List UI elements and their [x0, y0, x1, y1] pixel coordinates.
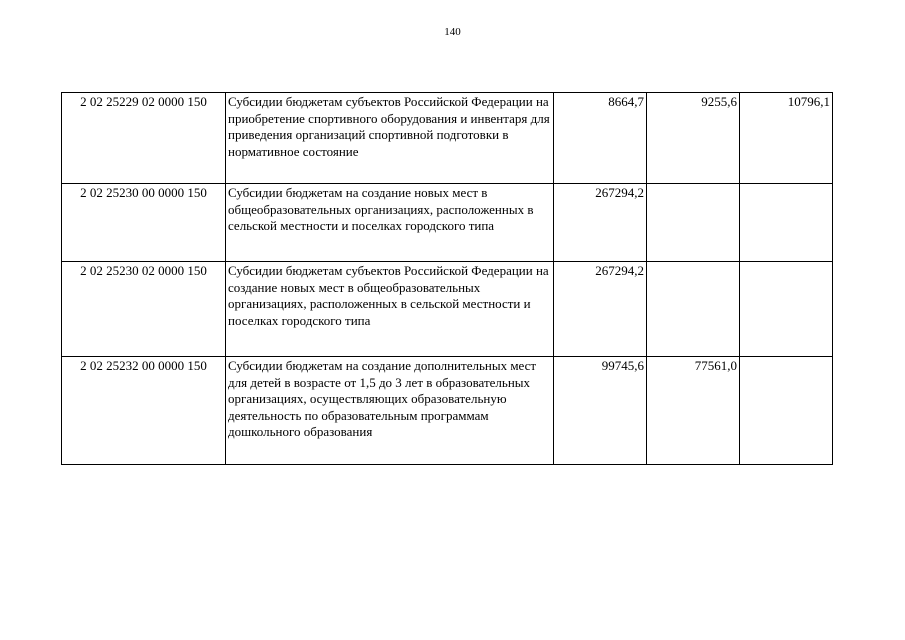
page-number: 140 [444, 26, 461, 38]
budget-code-cell: 2 02 25229 02 0000 150 [62, 93, 226, 184]
revenue-name-cell: Субсидии бюджетам субъектов Российской Федерации на создание новых мест в общеобразовательных организациях, расположенных в сельской местности и поселках городского типа [226, 262, 554, 357]
amount-cell-2 [647, 184, 740, 262]
budget-code-cell: 2 02 25230 02 0000 150 [62, 262, 226, 357]
budget-code-cell: 2 02 25232 00 0000 150 [62, 357, 226, 465]
amount-cell-3 [740, 357, 833, 465]
amount-cell-3 [740, 184, 833, 262]
amount-cell-3: 10796,1 [740, 93, 833, 184]
table-row [62, 357, 833, 465]
amount-cell-2: 77561,0 [647, 357, 740, 465]
table-row [62, 184, 833, 262]
amount-cell-2: 9255,6 [647, 93, 740, 184]
budget-code-cell: 2 02 25230 00 0000 150 [62, 184, 226, 262]
table-row [62, 262, 833, 357]
amount-cell-3 [740, 262, 833, 357]
amount-cell-2 [647, 262, 740, 357]
amount-cell-1: 267294,2 [554, 184, 647, 262]
amount-cell-1: 8664,7 [554, 93, 647, 184]
revenue-name-cell: Субсидии бюджетам на создание дополнительных мест для детей в возрасте от 1,5 до 3 лет в образовательных организациях, осуществляющих образовательную деятельность по образовательным программам дошкольного образования [226, 357, 554, 465]
table-row [62, 93, 833, 184]
amount-cell-1: 99745,6 [554, 357, 647, 465]
budget-revenue-table [61, 92, 833, 465]
revenue-name-cell: Субсидии бюджетам субъектов Российской Федерации на приобретение спортивного оборудования и инвентаря для приведения организаций спортивной подготовки в нормативное состояние [226, 93, 554, 184]
amount-cell-1: 267294,2 [554, 262, 647, 357]
revenue-name-cell: Субсидии бюджетам на создание новых мест в общеобразовательных организациях, расположенных в сельской местности и поселках городского типа [226, 184, 554, 262]
